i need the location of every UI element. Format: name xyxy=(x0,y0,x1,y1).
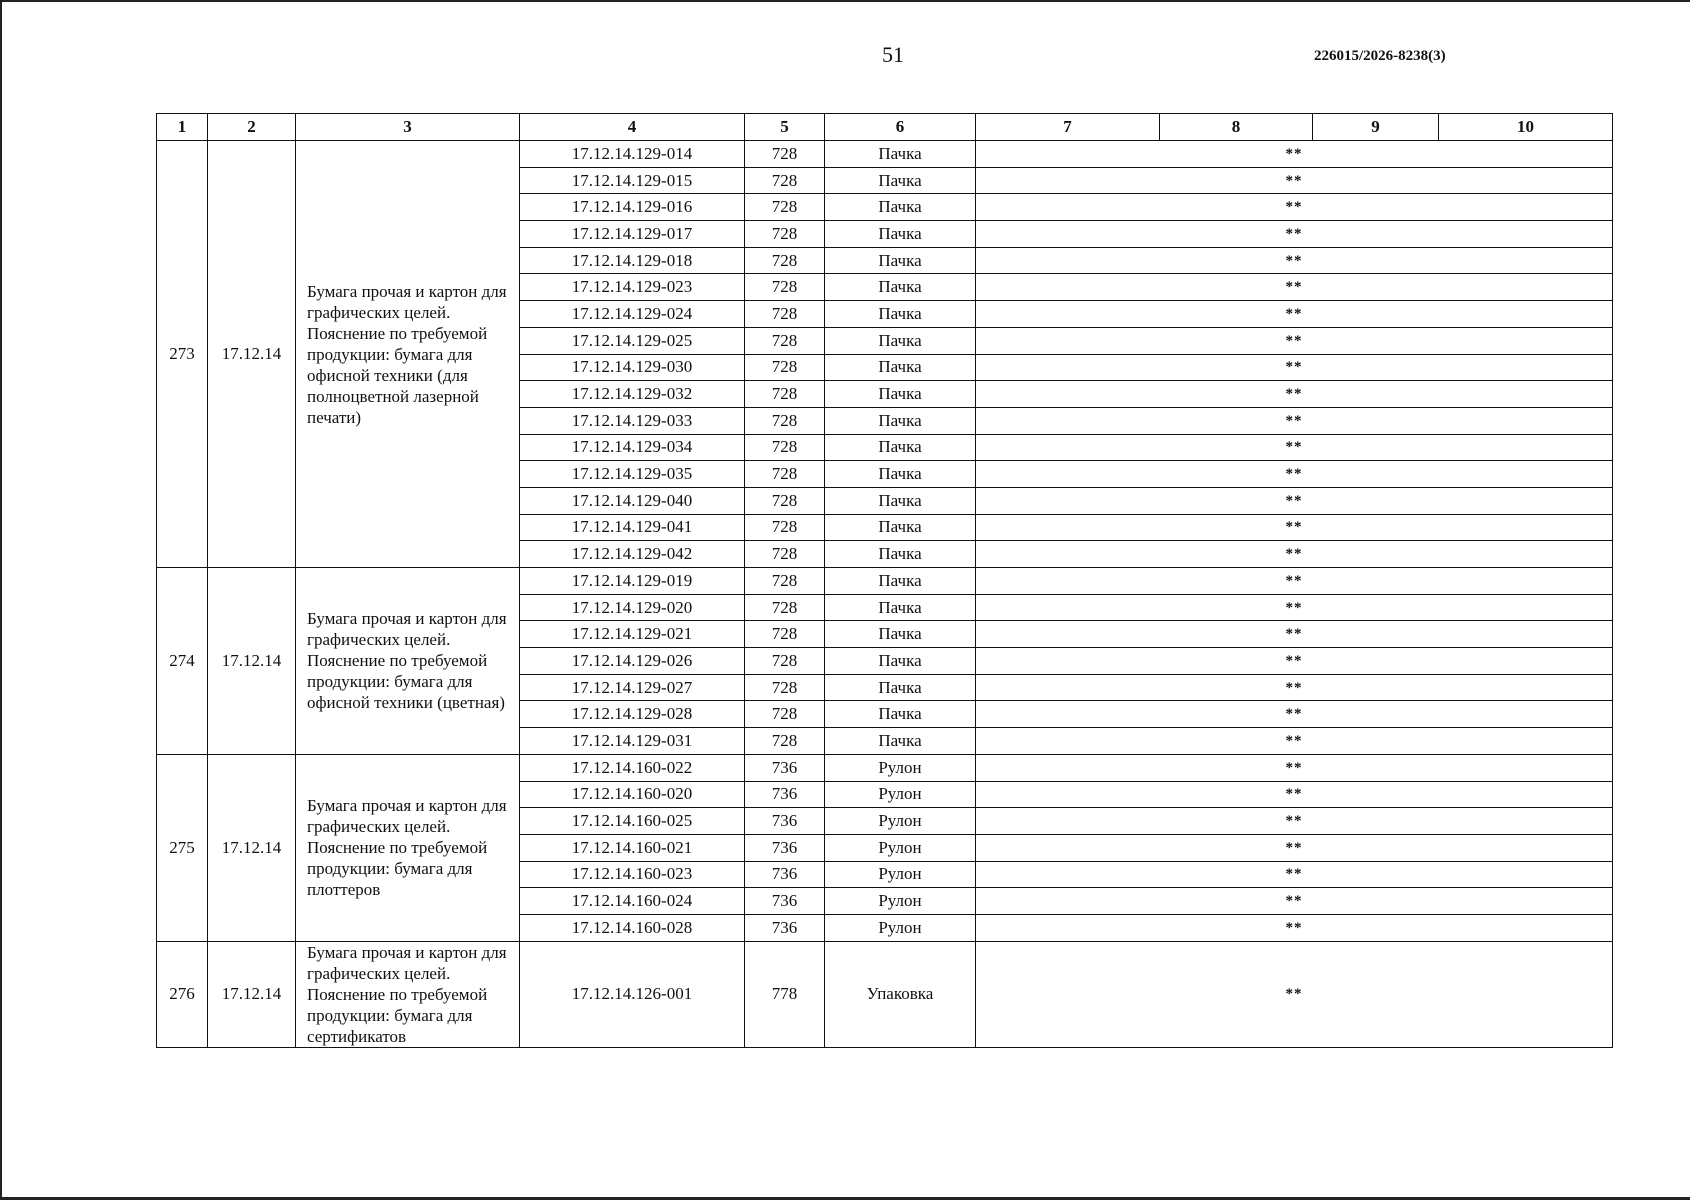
ktru-code: 17.12.14.129-024 xyxy=(520,301,745,328)
okei-code: 728 xyxy=(745,461,825,488)
unit-name: Пачка xyxy=(825,648,976,675)
table-body xyxy=(157,141,1613,1048)
ktru-code: 17.12.14.129-032 xyxy=(520,381,745,408)
note-cell: ** xyxy=(976,381,1613,408)
note-cell: ** xyxy=(976,568,1613,595)
table-row xyxy=(157,754,1613,781)
unit-name: Пачка xyxy=(825,221,976,248)
okei-code: 728 xyxy=(745,621,825,648)
item-number: 276 xyxy=(157,941,208,1047)
note-cell: ** xyxy=(976,834,1613,861)
unit-name: Пачка xyxy=(825,381,976,408)
ktru-code: 17.12.14.129-033 xyxy=(520,407,745,434)
unit-name: Рулон xyxy=(825,888,976,915)
unit-name: Рулон xyxy=(825,861,976,888)
ktru-code: 17.12.14.129-023 xyxy=(520,274,745,301)
unit-name: Пачка xyxy=(825,327,976,354)
note-cell: ** xyxy=(976,247,1613,274)
ktru-code: 17.12.14.129-016 xyxy=(520,194,745,221)
unit-name: Пачка xyxy=(825,674,976,701)
okei-code: 728 xyxy=(745,514,825,541)
okei-code: 728 xyxy=(745,194,825,221)
column-header-1: 1 xyxy=(157,114,208,141)
okei-code: 728 xyxy=(745,407,825,434)
unit-name: Пачка xyxy=(825,354,976,381)
ktru-code: 17.12.14.129-034 xyxy=(520,434,745,461)
ktru-code: 17.12.14.126-001 xyxy=(520,941,745,1047)
product-description: Бумага прочая и картон для графических целей. Пояснение по требуемой продукции: бумага для сертификатов xyxy=(296,941,520,1047)
unit-name: Пачка xyxy=(825,541,976,568)
note-cell: ** xyxy=(976,861,1613,888)
unit-name: Пачка xyxy=(825,621,976,648)
okei-code: 728 xyxy=(745,594,825,621)
ktru-code: 17.12.14.160-028 xyxy=(520,914,745,941)
note-cell: ** xyxy=(976,167,1613,194)
okei-code: 736 xyxy=(745,914,825,941)
ktru-code: 17.12.14.160-021 xyxy=(520,834,745,861)
column-header-4: 4 xyxy=(520,114,745,141)
note-cell: ** xyxy=(976,648,1613,675)
ktru-code: 17.12.14.129-020 xyxy=(520,594,745,621)
note-cell: ** xyxy=(976,221,1613,248)
unit-name: Пачка xyxy=(825,167,976,194)
product-description: Бумага прочая и картон для графических целей. Пояснение по требуемой продукции: бумага для офисной техники (для полноцветной лазерной печати) xyxy=(296,141,520,568)
unit-name: Упаковка xyxy=(825,941,976,1047)
column-header-6: 6 xyxy=(825,114,976,141)
unit-name: Пачка xyxy=(825,514,976,541)
ktru-code: 17.12.14.160-024 xyxy=(520,888,745,915)
note-cell: ** xyxy=(976,674,1613,701)
note-cell: ** xyxy=(976,327,1613,354)
okpd-code: 17.12.14 xyxy=(208,141,296,568)
unit-name: Пачка xyxy=(825,594,976,621)
table-row xyxy=(157,568,1613,595)
okei-code: 736 xyxy=(745,888,825,915)
note-cell: ** xyxy=(976,594,1613,621)
unit-name: Пачка xyxy=(825,487,976,514)
note-cell: ** xyxy=(976,301,1613,328)
ktru-code: 17.12.14.129-021 xyxy=(520,621,745,648)
okei-code: 728 xyxy=(745,221,825,248)
note-cell: ** xyxy=(976,621,1613,648)
okei-code: 728 xyxy=(745,381,825,408)
unit-name: Пачка xyxy=(825,194,976,221)
ktru-code: 17.12.14.129-025 xyxy=(520,327,745,354)
okei-code: 728 xyxy=(745,301,825,328)
item-number: 275 xyxy=(157,754,208,941)
column-header-5: 5 xyxy=(745,114,825,141)
note-cell: ** xyxy=(976,754,1613,781)
note-cell: ** xyxy=(976,941,1613,1047)
okei-code: 728 xyxy=(745,728,825,755)
unit-name: Рулон xyxy=(825,781,976,808)
unit-name: Пачка xyxy=(825,247,976,274)
ktru-code: 17.12.14.160-022 xyxy=(520,754,745,781)
ktru-code: 17.12.14.129-019 xyxy=(520,568,745,595)
column-header-10: 10 xyxy=(1439,114,1613,141)
note-cell: ** xyxy=(976,274,1613,301)
column-header-3: 3 xyxy=(296,114,520,141)
unit-name: Пачка xyxy=(825,141,976,168)
ktru-code: 17.12.14.129-031 xyxy=(520,728,745,755)
table-header-row xyxy=(157,114,1613,141)
okei-code: 728 xyxy=(745,327,825,354)
ktru-code: 17.12.14.129-030 xyxy=(520,354,745,381)
okei-code: 736 xyxy=(745,808,825,835)
unit-name: Пачка xyxy=(825,434,976,461)
unit-name: Пачка xyxy=(825,407,976,434)
unit-name: Пачка xyxy=(825,274,976,301)
document-id: 226015/2026-8238(3) xyxy=(1314,48,1446,64)
column-header-8: 8 xyxy=(1160,114,1313,141)
note-cell: ** xyxy=(976,354,1613,381)
okpd-code: 17.12.14 xyxy=(208,754,296,941)
okei-code: 736 xyxy=(745,781,825,808)
ktru-code: 17.12.14.129-026 xyxy=(520,648,745,675)
column-header-7: 7 xyxy=(976,114,1160,141)
unit-name: Пачка xyxy=(825,568,976,595)
ktru-code: 17.12.14.129-035 xyxy=(520,461,745,488)
table-header xyxy=(157,114,1613,141)
note-cell: ** xyxy=(976,141,1613,168)
okei-code: 736 xyxy=(745,754,825,781)
ktru-code: 17.12.14.129-014 xyxy=(520,141,745,168)
okpd-code: 17.12.14 xyxy=(208,941,296,1047)
note-cell: ** xyxy=(976,728,1613,755)
okei-code: 736 xyxy=(745,861,825,888)
okei-code: 728 xyxy=(745,434,825,461)
note-cell: ** xyxy=(976,514,1613,541)
okei-code: 728 xyxy=(745,167,825,194)
note-cell: ** xyxy=(976,541,1613,568)
item-number: 273 xyxy=(157,141,208,568)
unit-name: Рулон xyxy=(825,914,976,941)
page-number: 51 xyxy=(882,42,904,67)
okei-code: 728 xyxy=(745,674,825,701)
note-cell: ** xyxy=(976,194,1613,221)
ktru-code: 17.12.14.160-025 xyxy=(520,808,745,835)
note-cell: ** xyxy=(976,701,1613,728)
ktru-code: 17.12.14.129-042 xyxy=(520,541,745,568)
note-cell: ** xyxy=(976,808,1613,835)
unit-name: Пачка xyxy=(825,701,976,728)
product-description: Бумага прочая и картон для графических целей. Пояснение по требуемой продукции: бумага для офисной техники (цветная) xyxy=(296,568,520,755)
unit-name: Рулон xyxy=(825,834,976,861)
note-cell: ** xyxy=(976,461,1613,488)
registry-table xyxy=(156,113,1613,1048)
ktru-code: 17.12.14.129-040 xyxy=(520,487,745,514)
note-cell: ** xyxy=(976,888,1613,915)
okei-code: 736 xyxy=(745,834,825,861)
okpd-code: 17.12.14 xyxy=(208,568,296,755)
unit-name: Рулон xyxy=(825,754,976,781)
okei-code: 728 xyxy=(745,541,825,568)
note-cell: ** xyxy=(976,487,1613,514)
column-header-2: 2 xyxy=(208,114,296,141)
unit-name: Пачка xyxy=(825,461,976,488)
okei-code: 728 xyxy=(745,141,825,168)
okei-code: 728 xyxy=(745,568,825,595)
unit-name: Пачка xyxy=(825,728,976,755)
okei-code: 728 xyxy=(745,247,825,274)
ktru-code: 17.12.14.160-020 xyxy=(520,781,745,808)
ktru-code: 17.12.14.129-017 xyxy=(520,221,745,248)
okei-code: 778 xyxy=(745,941,825,1047)
ktru-code: 17.12.14.160-023 xyxy=(520,861,745,888)
ktru-code: 17.12.14.129-027 xyxy=(520,674,745,701)
table-row xyxy=(157,941,1613,1047)
note-cell: ** xyxy=(976,781,1613,808)
ktru-code: 17.12.14.129-018 xyxy=(520,247,745,274)
item-number: 274 xyxy=(157,568,208,755)
note-cell: ** xyxy=(976,914,1613,941)
okei-code: 728 xyxy=(745,487,825,514)
unit-name: Рулон xyxy=(825,808,976,835)
ktru-code: 17.12.14.129-015 xyxy=(520,167,745,194)
note-cell: ** xyxy=(976,434,1613,461)
note-cell: ** xyxy=(976,407,1613,434)
okei-code: 728 xyxy=(745,648,825,675)
column-header-9: 9 xyxy=(1313,114,1439,141)
table-row xyxy=(157,141,1613,168)
ktru-code: 17.12.14.129-028 xyxy=(520,701,745,728)
ktru-code: 17.12.14.129-041 xyxy=(520,514,745,541)
okei-code: 728 xyxy=(745,354,825,381)
okei-code: 728 xyxy=(745,701,825,728)
okei-code: 728 xyxy=(745,274,825,301)
unit-name: Пачка xyxy=(825,301,976,328)
product-description: Бумага прочая и картон для графических целей. Пояснение по требуемой продукции: бумага для плоттеров xyxy=(296,754,520,941)
